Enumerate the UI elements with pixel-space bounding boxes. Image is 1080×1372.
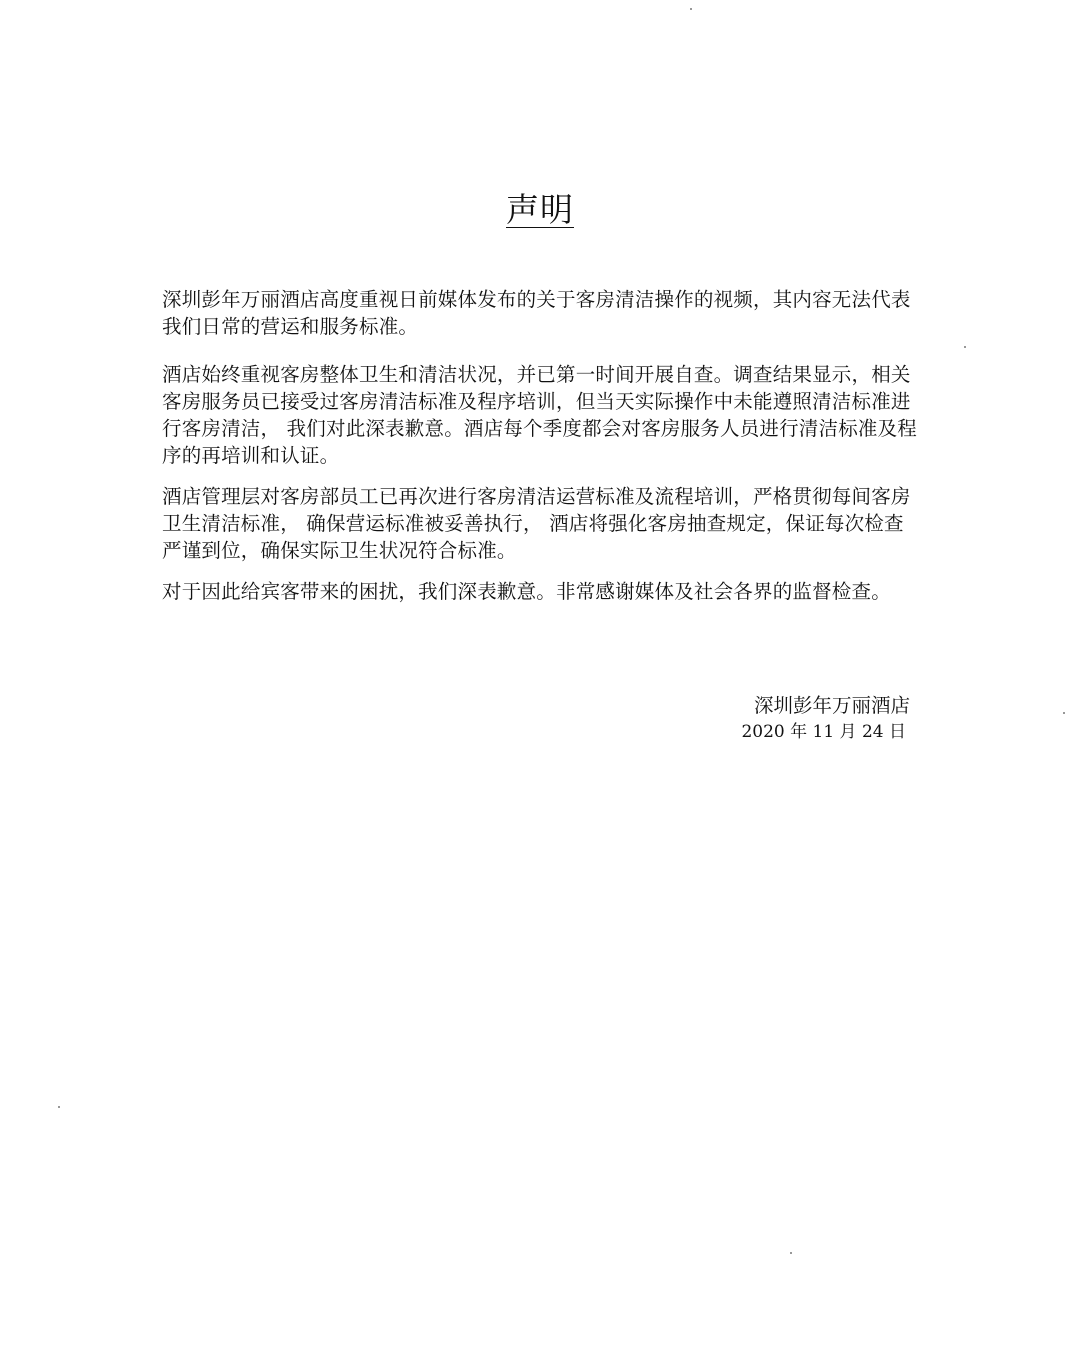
scan-speck [58, 1106, 60, 1108]
signature-organization: 深圳彭年万丽酒店 [753, 694, 910, 717]
signature-date: 2020 年 11 月 24 日 [741, 722, 906, 742]
paragraph-1: 深圳彭年万丽酒店高度重视日前媒体发布的关于客房清洁操作的视频，其内容无法代表我们日常的营运和服务标准。 [162, 288, 911, 338]
scan-speck [790, 1252, 792, 1254]
scan-speck [1063, 712, 1065, 714]
paragraph-3: 酒店管理层对客房部员工已再次进行客房清洁运营标准及流程培训，严格贯彻每间客房卫生清洁标准， 确保营运标准被妥善执行， 酒店将强化客房抽查规定，保证每次检查严谨到位，确保实际卫生状况符合标准。 [162, 485, 911, 562]
scan-speck [690, 8, 692, 10]
paragraph-2: 酒店始终重视客房整体卫生和清洁状况，并已第一时间开展自查。调查结果显示，相关客房服务员已接受过客房清洁标准及程序培训，但当天实际操作中未能遵照清洁标准进行客房清洁， 我们对此深表歉意。酒店每个季度都会对客房服务人员进行清洁标准及程序的再培训和认证。 [162, 363, 917, 467]
signature-block [741, 692, 910, 744]
document-title [0, 188, 1080, 232]
title-text: 声明 [506, 190, 574, 229]
scan-speck [964, 346, 966, 348]
paragraph-4: 对于因此给宾客带来的困扰，我们深表歉意。非常感谢媒体及社会各界的监督检查。 [162, 580, 891, 603]
